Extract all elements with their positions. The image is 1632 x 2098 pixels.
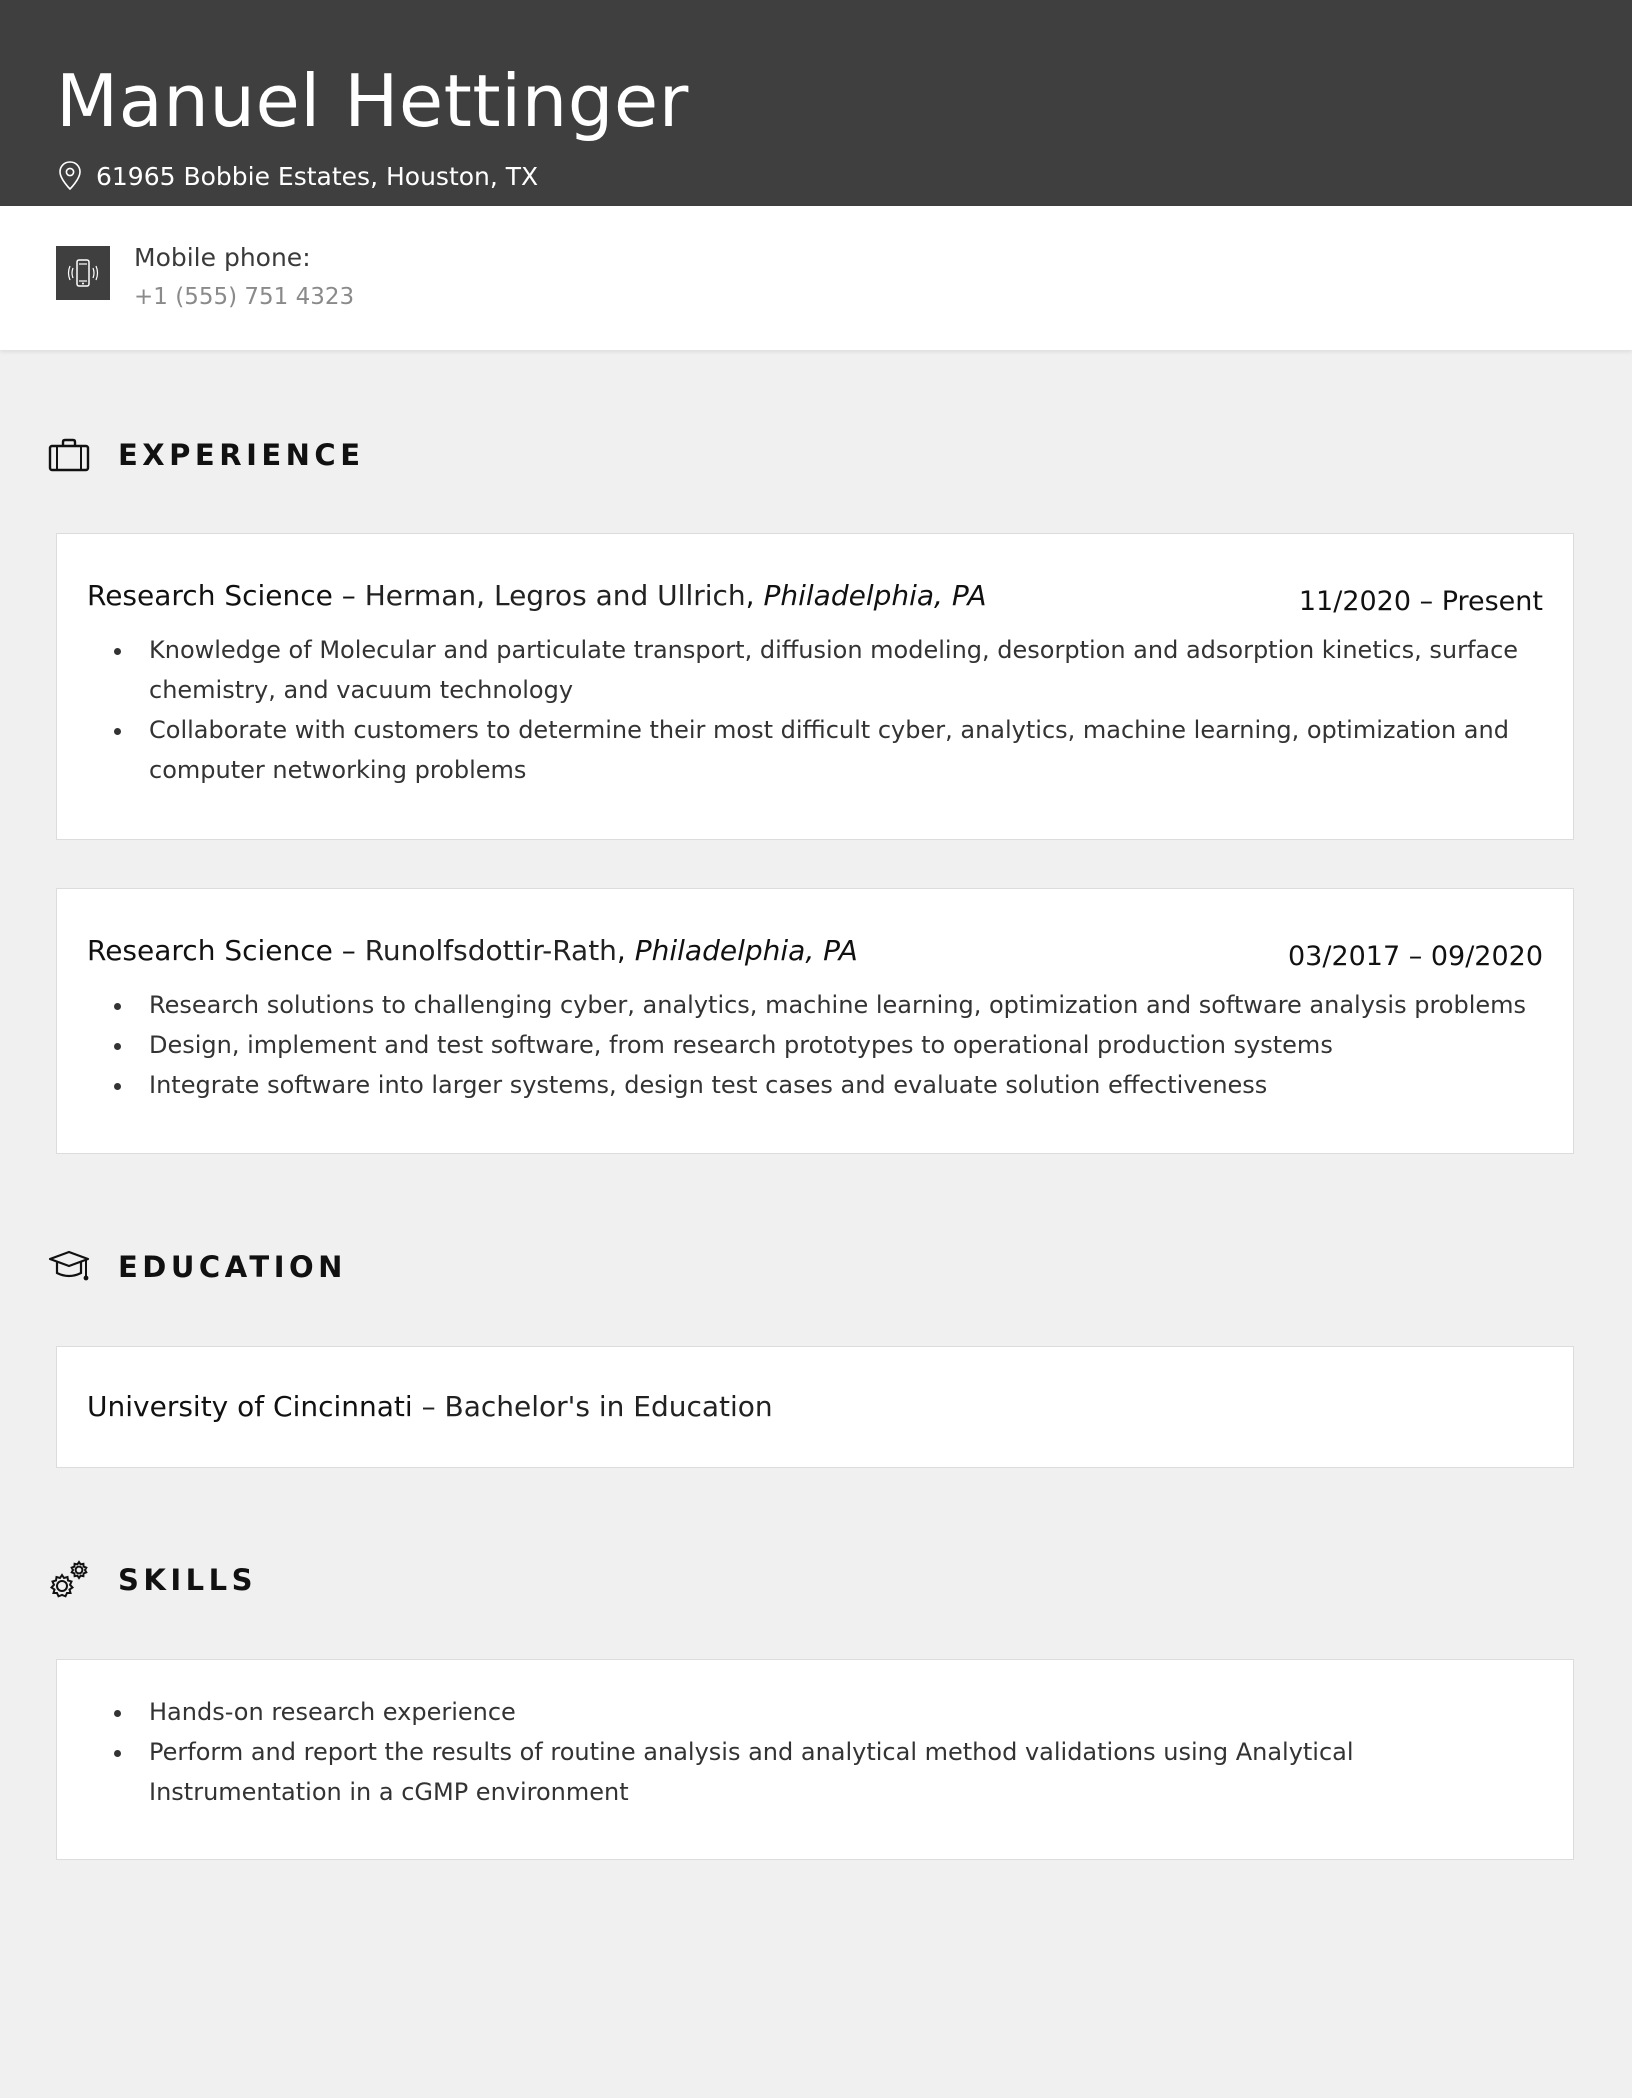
education-card	[56, 1346, 1574, 1468]
education-separator: –	[412, 1390, 445, 1423]
list-item: • Collaborate with customers to determine their most difficult cyber, analytics, machine learning, optimization and computer networking problems	[135, 710, 1543, 790]
list-item: • Knowledge of Molecular and particulate transport, diffusion modeling, desorption and adsorption kinetics, surface chemistry, and vacuum technology	[135, 630, 1543, 710]
job-dates: 03/2017 – 09/2020	[1288, 941, 1543, 972]
job-location: Philadelphia, PA	[763, 579, 987, 612]
job-title: Research Science	[87, 579, 333, 612]
address-text: 61965 Bobbie Estates, Houston, TX	[96, 161, 539, 191]
candidate-name: Manuel Hettinger	[56, 59, 689, 143]
mobile-phone-icon	[56, 246, 110, 300]
job-separator: –	[332, 579, 365, 612]
skills-section-header	[48, 1558, 257, 1602]
job-comma: ,	[616, 934, 635, 967]
education-school: University of Cincinnati	[87, 1390, 413, 1423]
job-location: Philadelphia, PA	[634, 934, 858, 967]
education-entry	[87, 1387, 773, 1427]
list-item: • Hands-on research experience	[135, 1692, 1543, 1732]
list-item: • Perform and report the results of routine analysis and analytical method validations using Analytical Instrumentation in a cGMP environment	[135, 1732, 1543, 1812]
job-comma: ,	[745, 579, 764, 612]
list-item: • Design, implement and test software, from research prototypes to operational production systems	[135, 1025, 1543, 1065]
list-item: • Integrate software into larger systems, design test cases and evaluate solution effectiveness	[135, 1065, 1543, 1105]
skills-title: SKILLS	[118, 1563, 257, 1597]
job-title: Research Science	[87, 934, 333, 967]
map-pin-icon	[56, 160, 84, 192]
education-section-header	[48, 1245, 347, 1289]
education-degree: Bachelor's in Education	[444, 1390, 773, 1423]
experience-section-header	[48, 433, 365, 477]
experience-title: EXPERIENCE	[118, 438, 365, 472]
job-dates: 11/2020 – Present	[1298, 586, 1543, 617]
address-row	[56, 158, 538, 194]
experience-card-1	[56, 533, 1574, 840]
education-title: EDUCATION	[118, 1250, 347, 1284]
list-item: • Research solutions to challenging cyber, analytics, machine learning, optimization and software analysis problems	[135, 985, 1543, 1025]
skills-card	[56, 1659, 1574, 1860]
job-bullets	[113, 985, 1543, 1105]
experience-card-2	[56, 888, 1574, 1154]
graduation-cap-icon	[48, 1246, 90, 1288]
briefcase-icon	[48, 434, 90, 476]
job-company: Runolfsdottir-Rath	[364, 934, 617, 967]
job-bullets	[113, 630, 1543, 790]
skills-list	[113, 1692, 1543, 1812]
job-company: Herman, Legros and Ullrich	[364, 579, 746, 612]
phone-label: Mobile phone:	[134, 243, 311, 272]
contact-bar	[0, 206, 1632, 350]
job-separator: –	[332, 934, 365, 967]
phone-value[interactable]: +1 (555) 751 4323	[134, 284, 355, 310]
resume-header	[0, 0, 1632, 206]
gears-icon	[48, 1559, 90, 1601]
